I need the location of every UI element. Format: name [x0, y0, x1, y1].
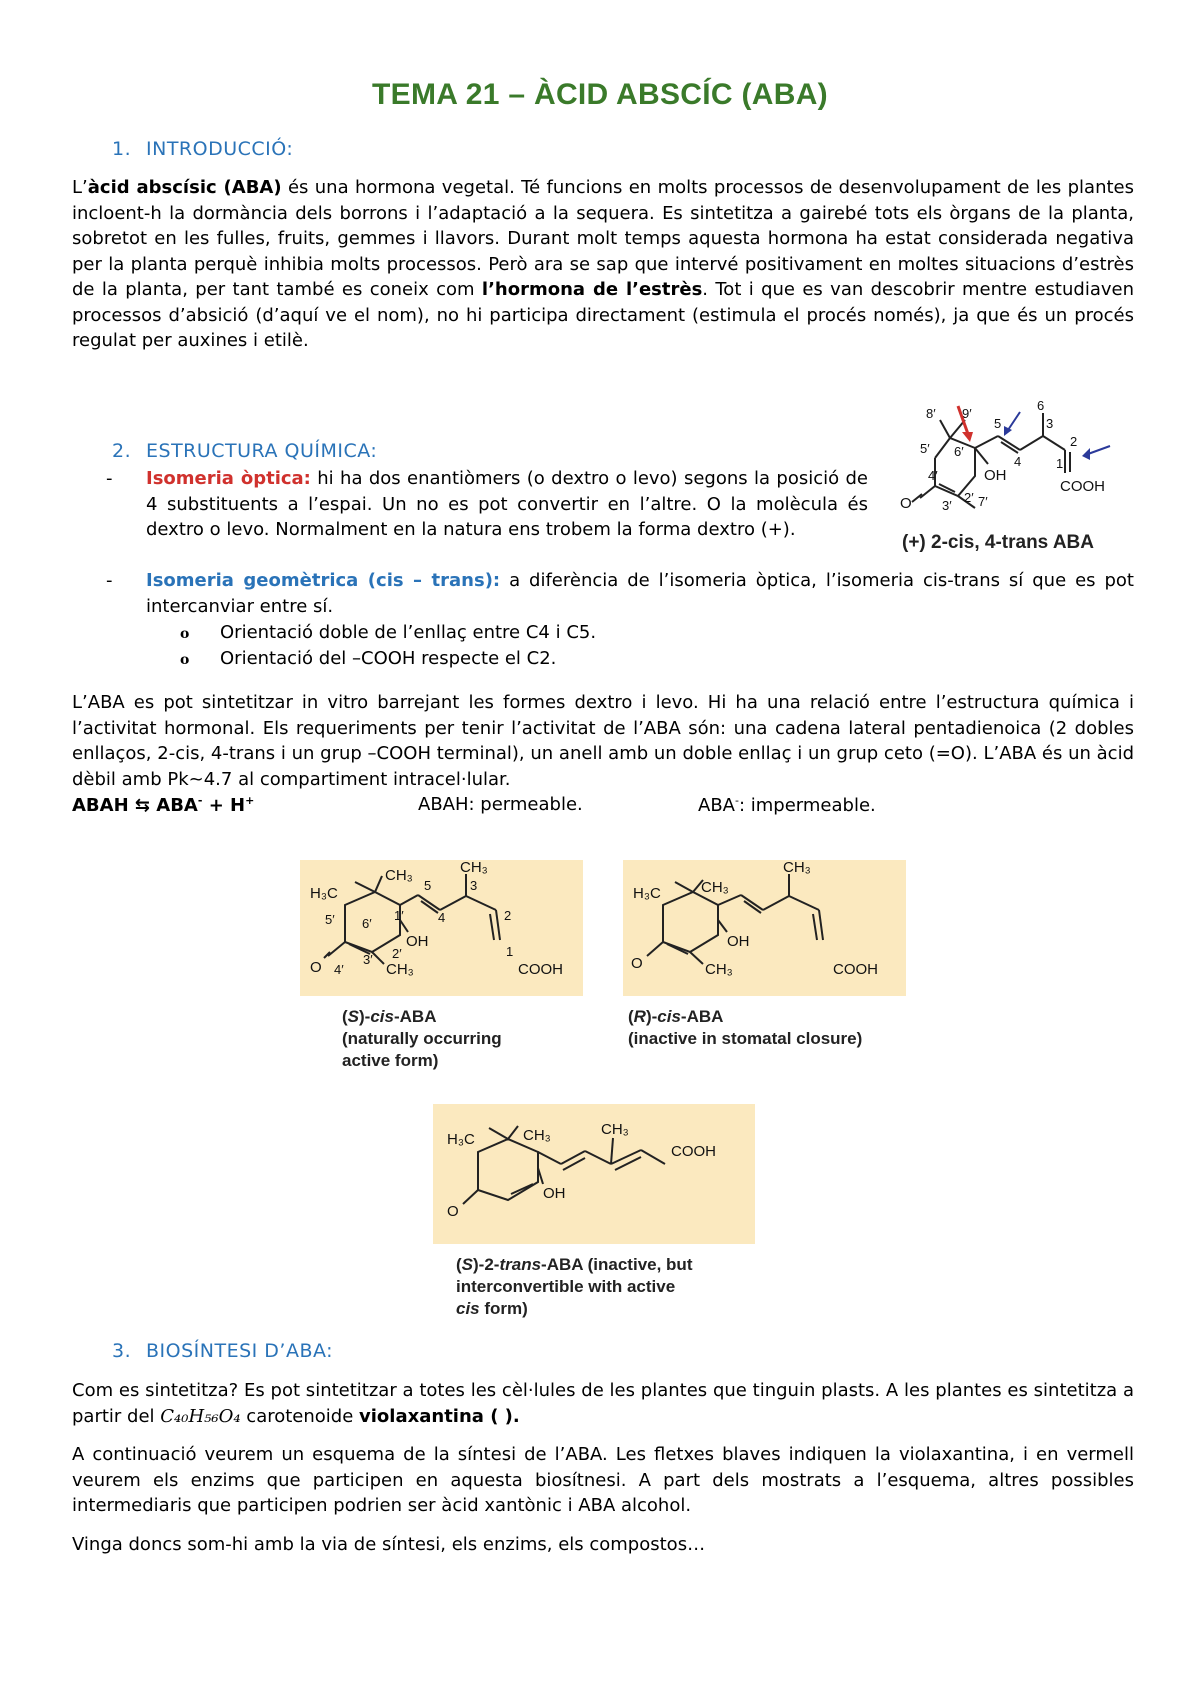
label-1: 1	[1056, 456, 1064, 471]
sub-bullet-mark: o	[180, 626, 190, 642]
label-2p: 2′	[964, 490, 974, 505]
aba-structure-figure	[880, 398, 1140, 553]
figure-caption-s-cis	[342, 1006, 502, 1072]
sub-bullet-text: Orientació del –COOH respecte el C2.	[220, 648, 557, 669]
section-label: BIOSÍNTESI D’ABA:	[146, 1340, 334, 1362]
molecule-s-trans-aba	[433, 1104, 755, 1244]
section-label: ESTRUCTURA QUÍMICA:	[146, 440, 378, 462]
intro-paragraph	[72, 175, 1134, 354]
cap-part: trans	[499, 1255, 542, 1274]
geometric-label: Isomeria geomètrica (cis – trans):	[146, 570, 501, 591]
label-oh: OH	[406, 933, 429, 950]
label-9p: 9′	[962, 406, 972, 421]
label-cooh: COOH	[671, 1143, 716, 1160]
sub-bullet-mark: o	[180, 652, 190, 668]
label-7p: 7′	[978, 494, 988, 509]
molecule-r-cis-aba	[623, 860, 906, 996]
eq-plus: +	[245, 794, 255, 807]
label-cooh: COOH	[1060, 478, 1105, 495]
violaxanthin-label: violaxantina ( ).	[359, 1405, 520, 1427]
label-3p: 3′	[363, 952, 373, 967]
cap-line: interconvertible with active	[456, 1277, 676, 1296]
label-oh: OH	[543, 1185, 566, 1202]
label-ch3: CH₃	[523, 1127, 551, 1144]
label-4: 4	[1014, 454, 1022, 469]
label-8p: 8′	[926, 406, 936, 421]
label-ch3: CH₃	[701, 879, 729, 896]
intro-bold-stress: l’hormona de l’estrès	[481, 279, 703, 300]
synthesis-paragraph: L’ABA es pot sintetitzar in vitro barrejant les formes dextro i levo. Hi ha una relació entre l’estructura química i l’activitat hormonal. Els requeriments per tenir l’activitat de l’ABA són: una cadena lateral pentadienoica (2 dobles enllaços, 2-cis, 4-trans i un grup –COOH terminal), un anell amb un doble enllaç i un grup ceto (=O). L’ABA és un àcid dèbil amb Pk~4.7 al compartiment intracel·lular.	[72, 692, 1134, 790]
bullet-optical-isomerism	[106, 466, 868, 543]
label-cooh: COOH	[518, 961, 563, 978]
label-1: 1	[506, 944, 514, 959]
label-h3c: H₃C	[310, 885, 338, 902]
label-3: 3	[1046, 416, 1054, 431]
label-6: 6	[1037, 398, 1045, 413]
label-ch3: CH₃	[601, 1121, 629, 1138]
biosynth-paragraph-2: A continuació veurem un esquema de la síntesi de l’ABA. Les fletxes blaves indiquen la violaxantina, i en vermell veurem els enzims que participen en aquesta biosítnesi. A part dels mostrats a l’esquema, altres possibles intermediaris que participen podrien ser àcid xantònic i ABA alcohol.	[72, 1444, 1134, 1516]
bullet-geometric-text	[146, 568, 1134, 619]
label-ch3: CH₃	[385, 867, 413, 884]
label-ch3: CH₃	[783, 860, 811, 876]
label-oh: OH	[984, 467, 1007, 484]
biosynth-text: Com es sintetitza? Es pot sintetitzar a totes les cèl·lules de les plantes que tinguin plasts. A les plantes es sintetitza a partir del	[72, 1380, 1134, 1427]
intro-text-mid: és una hormona vegetal. Té funcions en molts processos de desenvolupament de les plantes incloent-h la dormància dels borrons i l’adaptació a la sequera. Es sintetitza a gairebé tots els òrgans de la planta, sobretot en les fulles, fruits, gemmes i llavors. Durant molt temps aquesta hormona ha estat considerada negativa per la planta perquè inhibia molts processos. Però ara se sap que intervé positivament en moltes situacions d’estrès de la planta, per tant també es coneix com	[72, 177, 1135, 300]
label-3: 3	[470, 878, 478, 893]
label-oh: OH	[727, 933, 750, 950]
label-4p: 4′	[928, 468, 938, 483]
label-5: 5	[424, 878, 432, 893]
label-5p: 5′	[920, 441, 930, 456]
cap-part: R	[633, 1007, 646, 1026]
label-6p: 6′	[362, 916, 372, 931]
intro-text-end: . Tot i que es van descobrir mentre estudiaven processos d’absició (d’aquí ve el nom), no hi participa directament (estimula el procés només), ja que és un procés regulat per auxines i etilè.	[72, 279, 1134, 351]
bullet-optical-text	[146, 466, 868, 543]
cap-part: -ABA	[393, 1007, 437, 1026]
label-cooh: COOH	[833, 961, 878, 978]
cap-part: cis	[657, 1007, 681, 1026]
section-number: 3.	[112, 1340, 132, 1362]
intro-text-start: L’	[72, 177, 88, 198]
label-ch3: CH₃	[386, 961, 414, 978]
label-o: O	[447, 1203, 459, 1220]
label-5p: 5′	[325, 912, 335, 927]
section-heading-biosynthesis	[112, 1340, 333, 1362]
section-number: 1.	[112, 138, 132, 160]
label-2p: 2′	[392, 946, 402, 961]
cap-line: (inactive in stomatal closure)	[628, 1029, 863, 1048]
aba-minus-label: ABA	[698, 795, 735, 816]
eq-minus: -	[197, 794, 203, 807]
cap-part: (	[342, 1007, 348, 1026]
figure-s-cis-aba	[300, 860, 583, 996]
abah-permeable: ABAH: permeable.	[418, 794, 583, 815]
figure-caption-s-trans	[456, 1254, 692, 1320]
cap-part: form)	[479, 1299, 528, 1318]
optical-description: hi ha dos enantiòmers (o dextro o levo) segons la posició de 4 substituents a l’espai. Un no es pot convertir en l’altre. O la molècula és dextro o levo. Normalment en la natura ens trobem la forma dextro (+).	[146, 468, 868, 540]
cap-line: (naturally occurring	[342, 1029, 502, 1048]
aba-impermeable	[698, 794, 876, 816]
label-6p: 6′	[954, 444, 964, 459]
aba-minus-sup: -	[734, 794, 739, 807]
cap-part: cis	[370, 1007, 394, 1026]
cap-part: (	[628, 1007, 634, 1026]
cap-part: (	[456, 1255, 462, 1274]
label-2: 2	[504, 908, 512, 923]
molecule-s-cis-aba	[300, 860, 583, 996]
section-label: INTRODUCCIÓ:	[146, 138, 294, 160]
sub-bullet-cooh	[180, 646, 556, 674]
page-title: TEMA 21 – ÀCID ABSCÍC (ABA)	[372, 78, 828, 111]
geometric-description: a diferència de l’isomeria òptica, l’isomeria cis-trans sí que es pot intercanviar entre sí.	[146, 570, 1134, 617]
section-number: 2.	[112, 440, 132, 462]
eq-left: ABAH ⇆ ABA	[72, 795, 198, 816]
label-5: 5	[994, 416, 1002, 431]
equilibrium-equation	[72, 794, 254, 816]
cap-part: -ABA (inactive, but	[541, 1255, 693, 1274]
figure-s-2-trans-aba	[433, 1104, 755, 1244]
sub-bullet-c4-c5	[180, 620, 596, 648]
cap-part: cis	[456, 1299, 480, 1318]
cap-part: S	[461, 1255, 474, 1274]
cap-part: )-	[645, 1007, 658, 1026]
figure-r-cis-aba	[623, 860, 906, 996]
cap-line: active form)	[342, 1051, 439, 1070]
intro-bold-aba: àcid abscísic (ABA)	[87, 177, 282, 198]
label-o: O	[631, 955, 643, 972]
figure-caption-top: (+) 2-cis, 4-trans ABA	[902, 532, 1094, 553]
section-heading-introduction	[112, 138, 293, 160]
biosynth-text: carotenoide	[240, 1405, 360, 1427]
formula: C₄₀H₅₆O₄	[160, 1405, 241, 1427]
cap-part: S	[347, 1007, 360, 1026]
biosynth-paragraph-1	[72, 1378, 1134, 1429]
label-ch3: CH₃	[460, 860, 488, 876]
bullet-geometric-isomerism	[106, 568, 1134, 619]
biosynth-paragraph-3: Vinga doncs som-hi amb la via de síntesi, els enzims, els compostos…	[72, 1534, 706, 1555]
aba-minus-text: : impermeable.	[738, 795, 876, 816]
optical-label: Isomeria òptica:	[146, 468, 311, 489]
blue-arrow-icon	[1082, 446, 1110, 460]
cap-part: -ABA	[680, 1007, 724, 1026]
bullet-dash: -	[106, 468, 113, 489]
label-h3c: H₃C	[633, 885, 661, 902]
label-1p: 1′	[394, 908, 404, 923]
label-3p: 3′	[942, 498, 952, 513]
sub-bullet-text: Orientació doble de l’enllaç entre C4 i C5.	[220, 622, 597, 643]
eq-right: + H	[202, 795, 246, 816]
section-heading-structure	[112, 440, 377, 462]
label-ch3: CH₃	[705, 961, 733, 978]
label-4p: 4′	[334, 962, 344, 977]
label-4: 4	[438, 910, 446, 925]
figure-caption-r-cis	[628, 1006, 862, 1050]
label-o: O	[900, 495, 912, 512]
cap-part: )-2-	[473, 1255, 500, 1274]
blue-arrow-icon	[1004, 412, 1020, 436]
label-h3c: H₃C	[447, 1131, 475, 1148]
bullet-dash: -	[106, 570, 113, 591]
label-o: O	[310, 959, 322, 976]
cap-part: )-	[359, 1007, 371, 1026]
label-2: 2	[1070, 434, 1078, 449]
